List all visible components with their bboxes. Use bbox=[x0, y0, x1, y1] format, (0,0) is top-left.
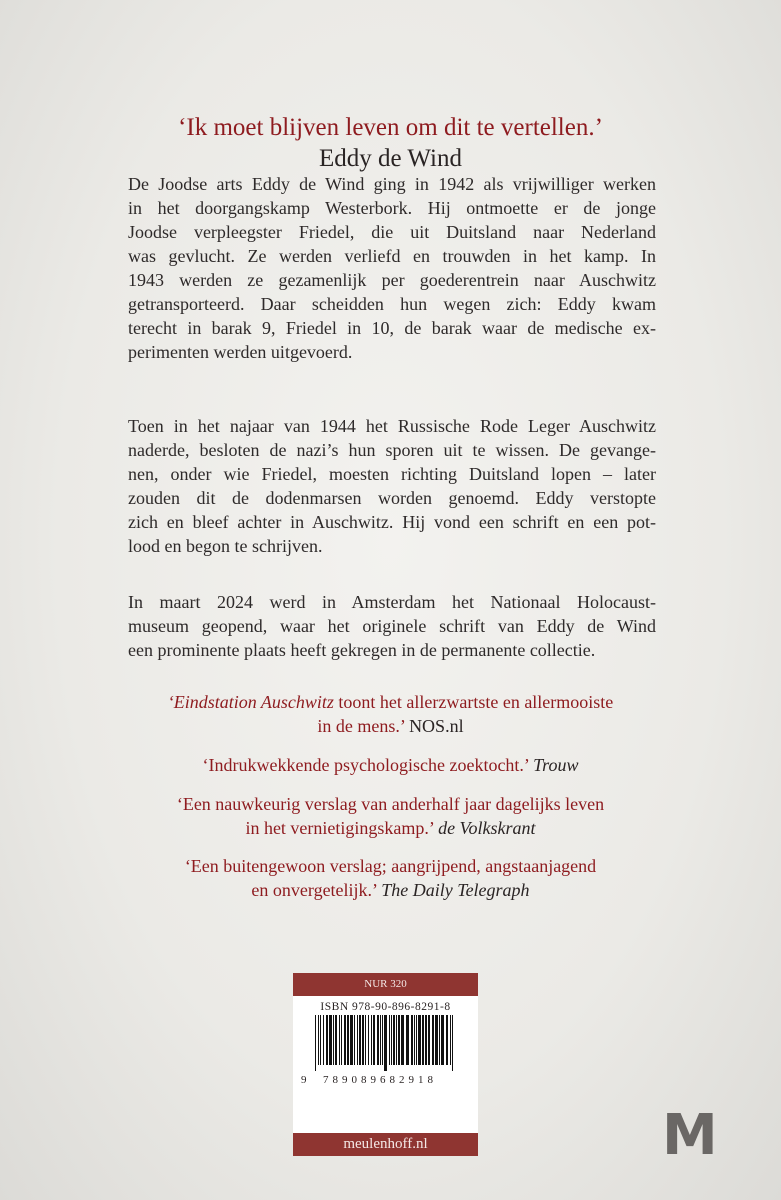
barcode-bar bbox=[406, 1015, 409, 1065]
barcode-bar bbox=[354, 1015, 355, 1065]
barcode-bar bbox=[365, 1015, 366, 1065]
barcode-bar bbox=[339, 1015, 340, 1065]
barcode-bar bbox=[347, 1015, 349, 1065]
barcode-bar bbox=[350, 1015, 353, 1065]
barcode-bar bbox=[377, 1015, 379, 1065]
blurb-paragraph-2 bbox=[128, 414, 656, 558]
blurb-line: perimenten werden uitgevoerd. bbox=[128, 342, 353, 362]
blurb-paragraph-1 bbox=[128, 172, 656, 364]
blurb-line: in het doorgangskamp Westerbork. Hij ontmoette er de jonge bbox=[128, 198, 656, 218]
barcode-label bbox=[293, 973, 478, 1156]
barcode-bar bbox=[398, 1015, 400, 1065]
quote-source: de Volkskrant bbox=[438, 818, 536, 838]
publisher-logo: M bbox=[662, 1103, 718, 1168]
blurb-line: zich en bleef achter in Auschwitz. Hij vond een schrift en een pot- bbox=[128, 512, 656, 532]
blurb-line: was gevlucht. Ze werden verliefd en trouwden in het kamp. In bbox=[128, 246, 656, 266]
barcode-bar bbox=[320, 1015, 321, 1065]
quote-book-title: ‘Eindstation Auschwitz bbox=[167, 692, 334, 712]
barcode-bar bbox=[371, 1015, 372, 1065]
quote-text: en onvergetelijk.’ bbox=[251, 880, 382, 900]
quote-source: Trouw bbox=[533, 755, 579, 775]
review-quote-telegraph bbox=[60, 854, 721, 902]
quote-text: in het vernietigingskamp.’ bbox=[245, 818, 439, 838]
blurb-line: zouden dit de dodenmarsen worden genoemd. Eddy verstopte bbox=[128, 488, 656, 508]
barcode-bar bbox=[323, 1015, 324, 1065]
blurb-line: Joodse verpleegster Friedel, die uit Duitsland naar Nederland bbox=[128, 222, 656, 242]
barcode-bar bbox=[393, 1015, 395, 1065]
barcode-bar bbox=[384, 1015, 387, 1071]
barcode-bar bbox=[414, 1015, 415, 1065]
author-name: Eddy de Wind bbox=[319, 145, 462, 172]
quote-text: ‘Indrukwekkende psychologische zoektocht.’ bbox=[202, 755, 534, 775]
barcode-bar bbox=[368, 1015, 369, 1065]
barcode-bar bbox=[396, 1015, 397, 1065]
barcode-bar bbox=[418, 1015, 421, 1065]
barcode-bar bbox=[344, 1015, 346, 1065]
review-quote-volkskrant bbox=[60, 792, 721, 840]
barcode-bar bbox=[380, 1015, 381, 1065]
barcode-bar bbox=[318, 1015, 319, 1065]
barcode-bar bbox=[401, 1015, 404, 1065]
barcode-bar bbox=[315, 1015, 316, 1071]
barcode-bar bbox=[333, 1015, 334, 1065]
barcode-bar bbox=[389, 1015, 390, 1065]
barcode-bar bbox=[425, 1015, 427, 1065]
quote-text: in de mens.’ bbox=[317, 716, 410, 736]
blurb-line: 1943 werden ze gezamenlijk per goederentrein naar Auschwitz bbox=[128, 270, 656, 290]
barcode-bar bbox=[411, 1015, 413, 1065]
barcode-bar bbox=[435, 1015, 438, 1065]
blurb-paragraph-3 bbox=[128, 590, 656, 662]
quote-text: ‘Een buitengewoon verslag; aangrijpend, angstaanjagend bbox=[184, 856, 597, 876]
barcode-image bbox=[315, 1015, 455, 1071]
quote-text: ‘Een nauwkeurig verslag van anderhalf jaar dagelijks leven bbox=[176, 794, 605, 814]
nur-code: NUR 320 bbox=[293, 973, 478, 996]
quote-source: NOS.nl bbox=[409, 716, 464, 736]
ean-first-digit: 9 bbox=[301, 1074, 307, 1086]
blurb-line: nen, onder wie Friedel, moesten richting Duitsland lopen – later bbox=[128, 464, 656, 484]
blurb-line: lood en begon te schrijven. bbox=[128, 536, 323, 556]
barcode-bar bbox=[428, 1015, 430, 1065]
barcode-bar bbox=[446, 1015, 448, 1065]
blurb-line: een prominente plaats heeft gekregen in de permanente collectie. bbox=[128, 640, 596, 660]
isbn-number: ISBN 978-90-896-8291-8 bbox=[320, 1001, 451, 1013]
blurb-line: De Joodse arts Eddy de Wind ging in 1942 als vrijwilliger werken bbox=[128, 174, 656, 194]
blurb-line: Toen in het najaar van 1944 het Russische Rode Leger Auschwitz bbox=[128, 416, 656, 436]
barcode-bar bbox=[329, 1015, 332, 1065]
barcode-bar bbox=[391, 1015, 392, 1065]
barcode-bar bbox=[362, 1015, 364, 1065]
blurb-line: terecht in barak 9, Friedel in 10, de barak waar de medische ex- bbox=[128, 318, 656, 338]
barcode-bar bbox=[357, 1015, 358, 1065]
blurb-line: naderde, besloten de nazi’s hun sporen uit te wissen. De gevange- bbox=[128, 440, 656, 460]
barcode-bar bbox=[439, 1015, 440, 1065]
ean-digits: 789089682918 bbox=[323, 1074, 437, 1086]
barcode-bar bbox=[382, 1015, 383, 1065]
barcode-bar bbox=[450, 1015, 451, 1065]
review-quote-trouw bbox=[60, 753, 721, 777]
cover-quote-title: ‘Ik moet blijven leven om dit te vertellen.’ bbox=[178, 114, 603, 141]
barcode-bar bbox=[422, 1015, 424, 1065]
quote-text: toont het allerzwartste en allermooiste bbox=[333, 692, 614, 712]
blurb-line: In maart 2024 werd in Amsterdam het Nationaal Holocaust- bbox=[128, 592, 656, 612]
barcode-bar bbox=[432, 1015, 434, 1065]
blurb-line: museum geopend, waar het originele schrift van Eddy de Wind bbox=[128, 616, 656, 636]
blurb-line: getransporteerd. Daar scheidden hun wegen zich: Eddy kwam bbox=[128, 294, 656, 314]
publisher-website: meulenhoff.nl bbox=[293, 1133, 478, 1156]
barcode-bar bbox=[373, 1015, 375, 1065]
review-quote-nos bbox=[60, 690, 721, 738]
barcode-bar bbox=[452, 1015, 453, 1071]
barcode-bar bbox=[441, 1015, 444, 1065]
barcode-bar bbox=[326, 1015, 328, 1065]
barcode-bar bbox=[359, 1015, 361, 1065]
barcode-bar bbox=[341, 1015, 342, 1065]
quote-source: The Daily Telegraph bbox=[381, 880, 530, 900]
barcode-bar bbox=[416, 1015, 417, 1065]
barcode-bar bbox=[335, 1015, 337, 1065]
